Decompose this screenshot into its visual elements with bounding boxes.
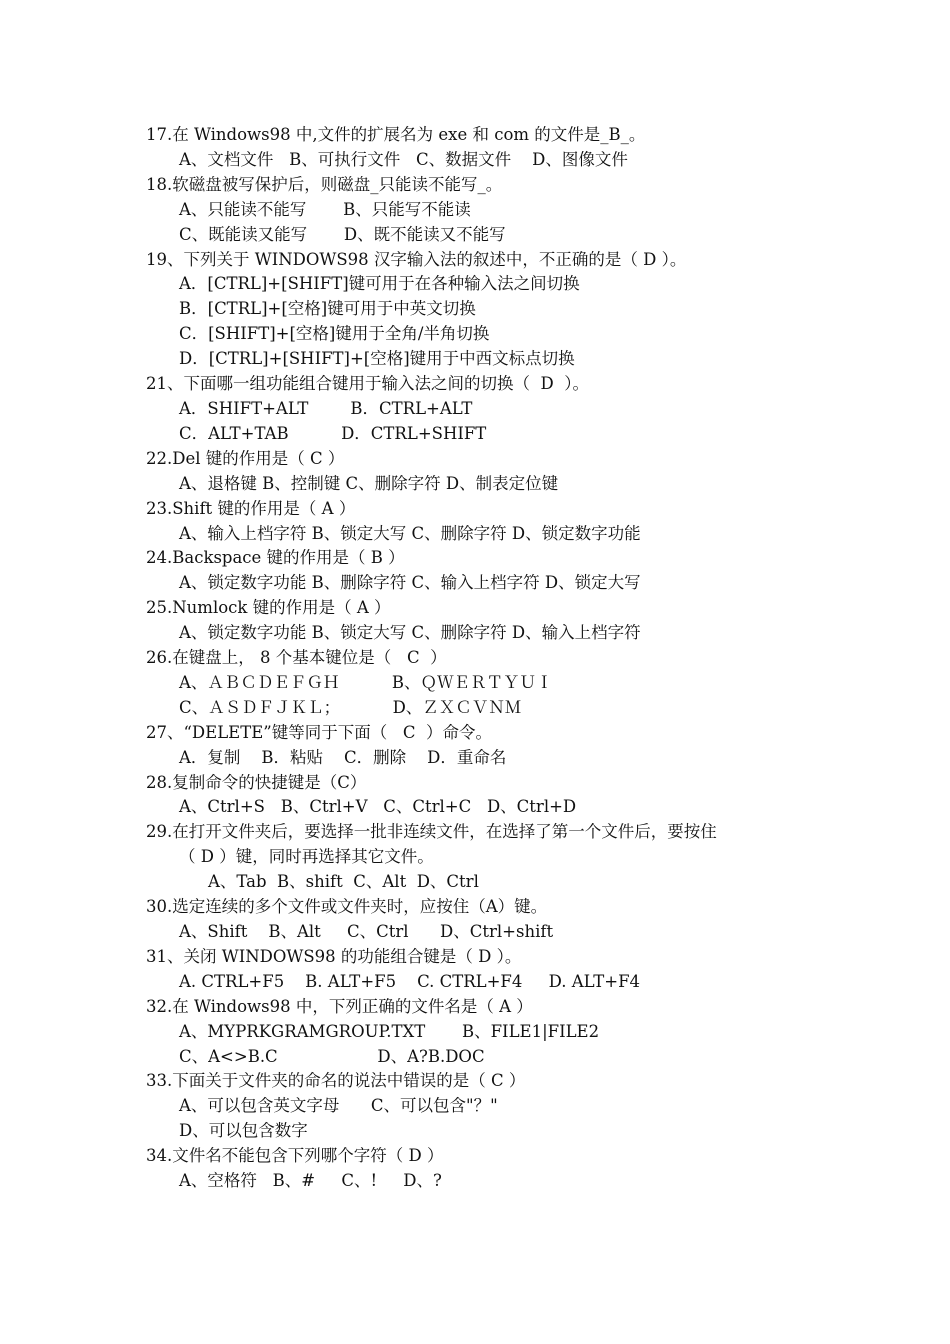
option-line: A、Tab B、shift C、Alt D、Ctrl xyxy=(208,872,479,892)
option-line: A．SHIFT+ALT B．CTRL+ALT xyxy=(179,398,473,418)
option-line: A．[CTRL]+[SHIFT]键可用于在各种输入法之间切换 xyxy=(179,274,580,294)
option-line: C、既能读又能写 D、既不能读又不能写 xyxy=(179,224,506,244)
question-line: 29.在打开文件夹后，要选择一批非连续文件，在选择了第一个文件后，要按住 xyxy=(146,822,717,842)
option-line: A、只能读不能写 B、只能写不能读 xyxy=(179,199,471,219)
question-line: 21、下面哪一组功能组合键用于输入法之间的切换（ D ）。 xyxy=(146,374,589,394)
option-line: A、可以包含英文字母 C、可以包含"？" xyxy=(179,1096,498,1116)
option-line: A、锁定数字功能 B、锁定大写 C、删除字符 D、输入上档字符 xyxy=(179,623,641,643)
question-line: 24.Backspace 键的作用是（ B ） xyxy=(146,548,405,568)
exam-document xyxy=(146,123,846,1194)
question-line: 18.软磁盘被写保护后，则磁盘_只能读不能写_。 xyxy=(146,174,503,194)
option-line: A、MYPRKGRAMGROUP.TXT B、FILE1|FILE2 xyxy=(179,1021,600,1041)
option-line: C．ALT+TAB D．CTRL+SHIFT xyxy=(179,423,487,443)
question-line: 22.Del 键的作用是（ C ） xyxy=(146,448,345,468)
option-line: A、文档文件 B、可执行文件 C、数据文件 D、图像文件 xyxy=(179,149,628,169)
option-line: A、退格键 B、控制键 C、删除字符 D、制表定位键 xyxy=(179,473,559,493)
question-line: 19、下列关于 WINDOWS98 汉字输入法的叙述中，不正确的是（ D ）。 xyxy=(146,249,687,269)
question-line: 32.在 Windows98 中，下列正确的文件名是（ A ） xyxy=(146,996,533,1016)
question-line: 34.文件名不能包含下列哪个字符（ D ） xyxy=(146,1146,444,1166)
question-line: 28.复制命令的快捷键是（C） xyxy=(146,772,367,792)
option-line: D、可以包含数字 xyxy=(179,1121,308,1141)
question-line: 30.选定连续的多个文件或文件夹时，应按住（A）键。 xyxy=(146,897,548,917)
option-line: A、Ctrl+S B、Ctrl+V C、Ctrl+C D、Ctrl+D xyxy=(179,797,577,817)
question-line: 25.Numlock 键的作用是（ A ） xyxy=(146,598,391,618)
option-line: C、A<>B.C D、A?B.DOC xyxy=(179,1046,485,1066)
option-line: B．[CTRL]+[空格]键可用于中英文切换 xyxy=(179,299,476,319)
question-line: 31、关闭 WINDOWS98 的功能组合键是（ D ）。 xyxy=(146,946,522,966)
option-line: A、锁定数字功能 B、删除字符 C、输入上档字符 D、锁定大写 xyxy=(179,573,641,593)
option-line: A、输入上档字符 B、锁定大写 C、删除字符 D、锁定数字功能 xyxy=(179,523,641,543)
option-line: A、空格符 B、# C、! D、? xyxy=(179,1171,442,1191)
question-line: 33.下面关于文件夹的命名的说法中错误的是（ C ） xyxy=(146,1071,526,1091)
option-line: A．复制 B．粘贴 C．删除 D．重命名 xyxy=(179,747,507,767)
option-line: C．[SHIFT]+[空格]键用于全角/半角切换 xyxy=(179,324,490,344)
option-line: A. CTRL+F5 B. ALT+F5 C. CTRL+F4 D. ALT+F4 xyxy=(179,971,641,991)
option-line: D．[CTRL]+[SHIFT]+[空格]键用于中西文标点切换 xyxy=(179,349,575,369)
option-line: A、ＡＢＣＤＥＦＧＨ B、ＱＷＥＲＴＹＵＩ xyxy=(179,672,553,692)
question-line: 23.Shift 键的作用是（ A ） xyxy=(146,498,356,518)
question-line: 27、“DELETE”键等同于下面（ C ）命令。 xyxy=(146,722,493,742)
question-line: 17.在 Windows98 中,文件的扩展名为 exe 和 com 的文件是_B_。 xyxy=(146,125,646,144)
question-line: 26.在键盘上， 8 个基本键位是（ C ） xyxy=(146,648,447,668)
option-line: （ D ）键，同时再选择其它文件。 xyxy=(179,847,434,867)
option-line: C、ＡＳＤＦＪＫＬ； D、ＺＸＣＶＮＭ xyxy=(179,697,522,717)
option-line: A、Shift B、Alt C、Ctrl D、Ctrl+shift xyxy=(179,922,554,941)
